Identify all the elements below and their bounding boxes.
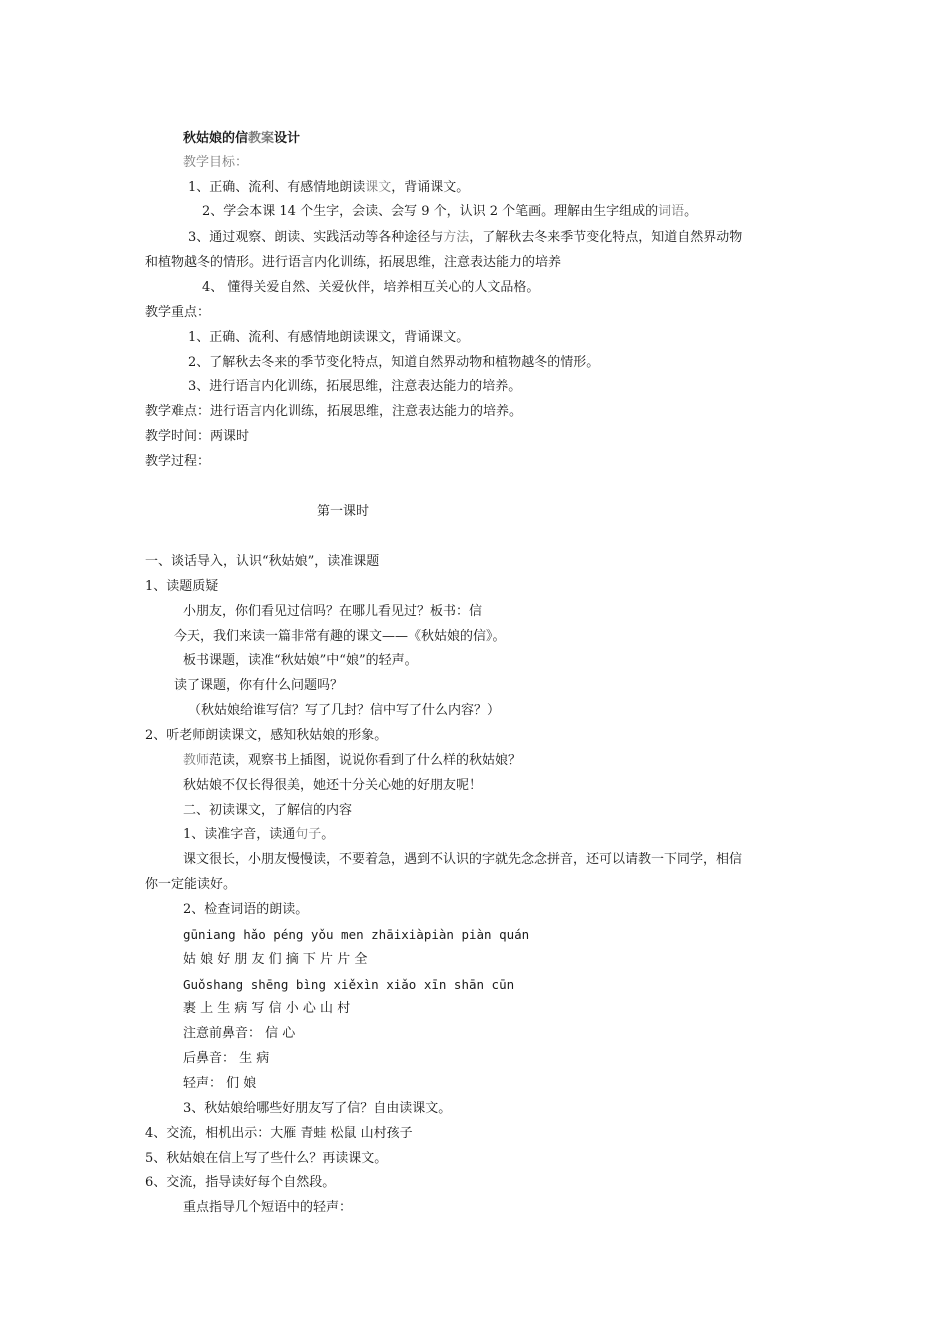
step-6: 6、交流，指导读好每个自然段。 — [145, 1175, 336, 1190]
key-points-heading: 教学重点： — [145, 305, 211, 320]
chars-row-1: 姑 娘 好 朋 友 们 摘 下 片 片 全 — [183, 952, 368, 967]
para-3: 板书课题，读准“秋姑娘”中“娘”的轻声。 — [183, 653, 418, 668]
para-6: 教师范读，观察书上插图，说说你看到了什么样的秋姑娘？ — [183, 753, 522, 768]
step-2-1: 1、读准字音，读通句子。 — [183, 827, 335, 842]
para-7: 秋姑娘不仅长得很美，她还十分关心她的好朋友呢！ — [183, 778, 483, 793]
step-4: 4、交流，相机出示：大雁 青蛙 松鼠 山村孩子 — [145, 1126, 413, 1141]
step-1-1: 1、读题质疑 — [145, 579, 219, 594]
pinyin-row-2: Guǒshang shēng bìng xiěxìn xiǎo xīn shān cūn — [183, 977, 515, 992]
goal-1: 1、正确、流利、有感情地朗读课文，背诵课文。 — [188, 180, 470, 195]
step-5: 5、秋姑娘在信上写了些什么？再读课文。 — [145, 1151, 388, 1166]
para-5: （秋姑娘给谁写信？写了几封？信中写了什么内容？） — [188, 703, 501, 718]
section-heading: 第一课时 — [317, 504, 370, 519]
step-1-2: 2、听老师朗读课文，感知秋姑娘的形象。 — [145, 728, 388, 743]
para-4: 读了课题，你有什么问题吗？ — [174, 678, 344, 693]
difficulty: 教学难点：进行语言内化训练，拓展思维，注意表达能力的培养。 — [145, 404, 523, 419]
goal-2: 2、学会本课 14 个生字，会读、会写 9 个，认识 2 个笔画。理解由生字组成的词语。 — [202, 204, 698, 219]
step-2-2: 2、检查词语的朗读。 — [183, 902, 309, 917]
goals-heading: 教学目标： — [183, 155, 249, 170]
doc-title: 秋姑娘的信教案设计 — [183, 131, 301, 146]
step-1: 一、谈话导入，认识“秋姑娘”，读准课题 — [145, 554, 380, 569]
note-neutral-tone: 轻声： 们 娘 — [183, 1076, 257, 1091]
chars-row-2: 裹 上 生 病 写 信 小 心 山 村 — [183, 1001, 351, 1016]
step-2: 二、初读课文，了解信的内容 — [183, 803, 353, 818]
para-1: 小朋友，你们看见过信吗？在哪儿看见过？板书：信 — [183, 604, 483, 619]
para-2: 今天，我们来读一篇非常有趣的课文——《秋姑娘的信》。 — [174, 629, 506, 644]
teaching-time: 教学时间：两课时 — [145, 429, 250, 444]
note-back-nasal: 后鼻音： 生 病 — [183, 1051, 270, 1066]
para-9: 重点指导几个短语中的轻声： — [183, 1200, 353, 1215]
step-2-3: 3、秋姑娘给哪些好朋友写了信？自由读课文。 — [183, 1101, 452, 1116]
goal-4: 4、 懂得关爱自然、关爱伙伴，培养相互关心的人文品格。 — [202, 280, 540, 295]
key-point-2: 2、了解秋去冬来的季节变化特点，知道自然界动物和植物越冬的情形。 — [188, 355, 600, 370]
goal-3: 3、通过观察、朗读、实践活动等各种途径与方法，了解秋去冬来季节变化特点，知道自然界动物 — [188, 230, 743, 245]
para-8: 课文很长，小朋友慢慢读，不要着急，遇到不认识的字就先念念拼音，还可以请教一下同学，相信 — [183, 852, 743, 867]
note-front-nasal: 注意前鼻音： 信 心 — [183, 1026, 296, 1041]
para-8-cont: 你一定能读好。 — [145, 877, 237, 892]
pinyin-row-1: gūniang hǎo péng yǒu men zhāixiàpiàn piàn quán — [183, 927, 530, 942]
key-point-3: 3、进行语言内化训练，拓展思维，注意表达能力的培养。 — [188, 379, 522, 394]
teaching-process: 教学过程： — [145, 454, 211, 469]
goal-3-cont: 和植物越冬的情形。进行语言内化训练，拓展思维，注意表达能力的培养 — [145, 255, 562, 270]
key-point-1: 1、正确、流利、有感情地朗读课文，背诵课文。 — [188, 330, 470, 345]
